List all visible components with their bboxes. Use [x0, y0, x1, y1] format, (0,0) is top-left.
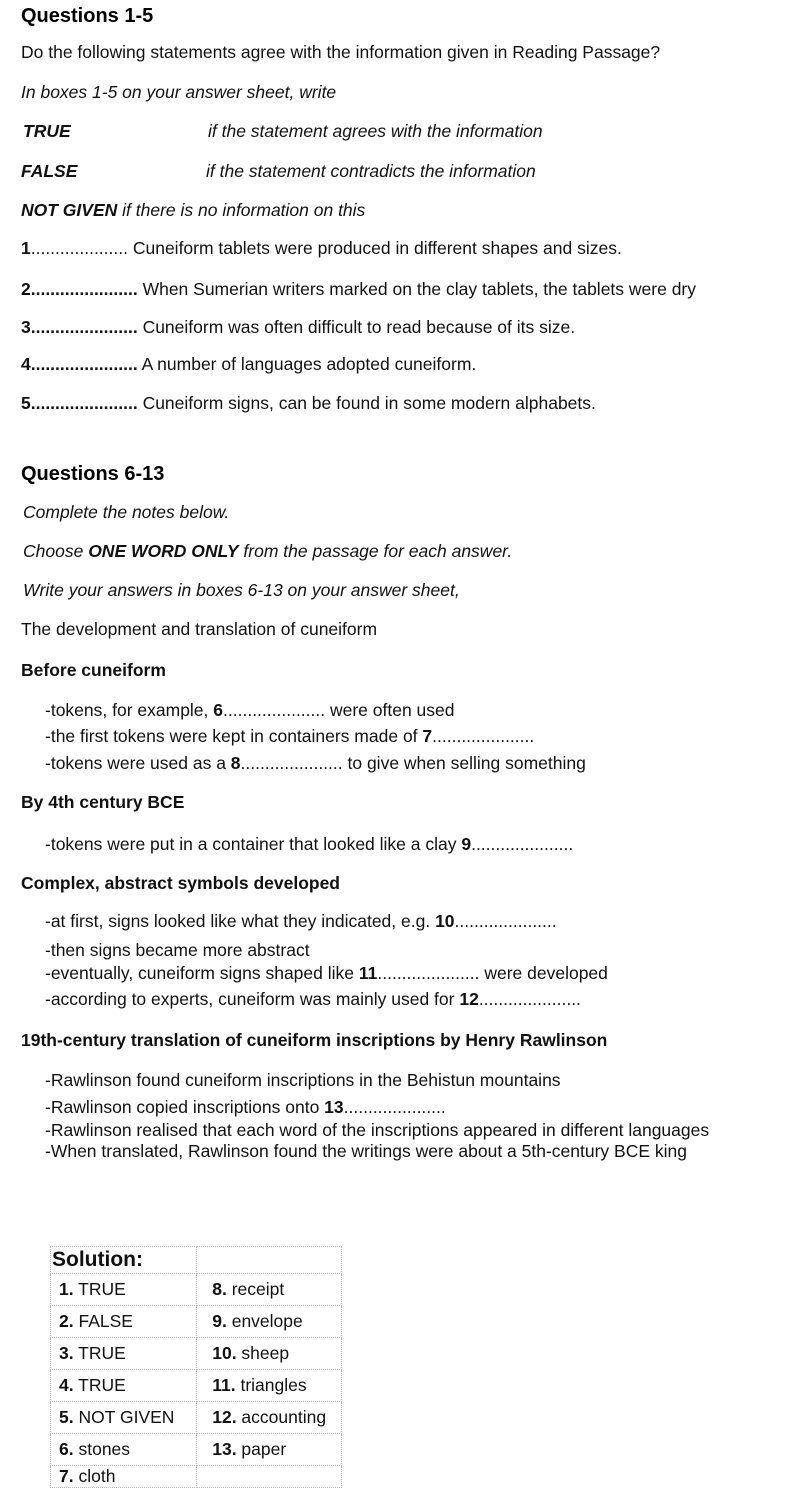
- question-3: [21, 317, 575, 338]
- answer-number: 8.: [212, 1279, 227, 1299]
- solution-header-row: [51, 1247, 342, 1274]
- answer-number: 2.: [59, 1311, 74, 1331]
- note-line-9: [45, 834, 573, 855]
- note-text: -the first tokens were kept in containers made of: [45, 726, 423, 746]
- solution-title: Solution:: [51, 1247, 197, 1274]
- note-text: -Rawlinson copied inscriptions onto: [45, 1097, 325, 1117]
- question-number: 3: [21, 317, 31, 337]
- gap-number: 12: [459, 989, 479, 1009]
- answer-blank: ......................: [30, 393, 138, 413]
- answer-cell: [51, 1338, 197, 1370]
- table-row: [51, 1434, 342, 1466]
- section-heading: Complex, abstract symbols developed: [21, 873, 340, 893]
- question-1: [21, 238, 622, 259]
- notes-title: The development and translation of cuneiform: [21, 619, 378, 639]
- answer-number: 1.: [59, 1279, 74, 1299]
- table-row: [51, 1370, 342, 1402]
- answer-cell: [197, 1338, 342, 1370]
- gap-number: 7: [422, 726, 433, 746]
- note-text: -tokens were used as a: [45, 753, 231, 773]
- choose-post: from the passage for each answer.: [238, 541, 513, 561]
- question-number: 4: [21, 354, 31, 374]
- boxes-instruction: In boxes 1-5 on your answer sheet, write: [21, 82, 337, 102]
- note-text: -then signs became more abstract: [45, 940, 310, 960]
- note-text: -tokens were put in a container that looked like a clay: [45, 834, 462, 854]
- solution-header-empty: [197, 1247, 342, 1274]
- table-row: [51, 1338, 342, 1370]
- answer-number: 6.: [59, 1439, 74, 1459]
- answer-number: 11.: [212, 1375, 236, 1395]
- table-row: [51, 1402, 342, 1434]
- tfng-instruction: Do the following statements agree with the information given in Reading Passage?: [21, 42, 661, 62]
- note-line-8: [45, 753, 586, 774]
- note-line-10: [45, 911, 557, 932]
- note-line-7: [45, 726, 534, 747]
- solution-table-wrap: [50, 1246, 342, 1488]
- answer-value: accounting: [236, 1407, 327, 1427]
- note-line-abstract: [45, 940, 310, 961]
- note-text-after: ..................... were often used: [223, 700, 455, 720]
- answer-cell: [197, 1274, 342, 1306]
- answer-blank: ......................: [30, 354, 138, 374]
- answer-number: 12.: [212, 1407, 237, 1427]
- answer-number: 9.: [212, 1311, 227, 1331]
- answer-value: sheep: [236, 1343, 290, 1363]
- complete-instruction: Complete the notes below.: [23, 502, 230, 522]
- not-given-key: NOT GIVEN: [21, 200, 118, 220]
- option-false-key: FALSE: [21, 161, 78, 181]
- note-line-12: [45, 989, 581, 1010]
- note-line-13: [45, 1097, 446, 1118]
- gap-number: 8: [230, 753, 241, 773]
- option-true-desc: if the statement agrees with the information: [208, 121, 543, 141]
- answer-value: envelope: [226, 1311, 303, 1331]
- gap-number: 9: [461, 834, 472, 854]
- note-text-after: ..................... to give when selling something: [240, 753, 586, 773]
- answer-cell: [51, 1434, 197, 1466]
- note-text: -Rawlinson realised that each word of the inscriptions appeared in different languages: [45, 1120, 710, 1140]
- answer-cell: [197, 1306, 342, 1338]
- answer-number: 10.: [212, 1343, 237, 1363]
- note-text: -Rawlinson found cuneiform inscriptions in the Behistun mountains: [45, 1070, 561, 1090]
- question-text: Cuneiform tablets were produced in different shapes and sizes.: [127, 238, 622, 258]
- note-text-after: .....................: [343, 1097, 446, 1117]
- answer-value: NOT GIVEN: [73, 1407, 175, 1427]
- answer-blank: ....................: [30, 238, 128, 258]
- gap-number: 13: [324, 1097, 344, 1117]
- note-line-11: [45, 963, 608, 984]
- answer-number: 7.: [59, 1466, 74, 1486]
- answer-blank: ......................: [30, 317, 138, 337]
- question-text: Cuneiform signs, can be found in some modern alphabets.: [137, 393, 596, 413]
- answer-cell: [51, 1274, 197, 1306]
- note-text: -tokens, for example,: [45, 700, 214, 720]
- question-number: 2: [21, 279, 31, 299]
- answer-value: receipt: [226, 1279, 285, 1299]
- answer-cell: [51, 1466, 197, 1488]
- note-text-after: .....................: [454, 911, 557, 931]
- answer-cell: [51, 1402, 197, 1434]
- note-text-after: ..................... were developed: [377, 963, 608, 983]
- note-text: -at first, signs looked like what they indicated, e.g.: [45, 911, 436, 931]
- section-heading: By 4th century BCE: [21, 792, 185, 812]
- question-4: [21, 354, 476, 375]
- answer-blank: ......................: [30, 279, 138, 299]
- question-text: Cuneiform was often difficult to read because of its size.: [137, 317, 576, 337]
- answer-number: 4.: [59, 1375, 74, 1395]
- answer-value: cloth: [73, 1466, 116, 1486]
- note-line-languages: [45, 1120, 709, 1141]
- answer-cell: [197, 1370, 342, 1402]
- answer-number: 3.: [59, 1343, 74, 1363]
- section-heading: Before cuneiform: [21, 660, 166, 680]
- question-2: [21, 279, 696, 300]
- solution-table: [50, 1246, 342, 1488]
- write-instruction: Write your answers in boxes 6-13 on your answer sheet,: [23, 580, 460, 600]
- table-row: [51, 1306, 342, 1338]
- question-text: When Sumerian writers marked on the clay tablets, the tablets were dry: [137, 279, 697, 299]
- note-text: -according to experts, cuneiform was mainly used for: [45, 989, 460, 1009]
- note-text-after: .....................: [471, 834, 574, 854]
- not-given-desc: if there is no information on this: [117, 200, 366, 220]
- answer-value: FALSE: [73, 1311, 133, 1331]
- answer-cell: [197, 1434, 342, 1466]
- option-true-key: TRUE: [23, 121, 71, 141]
- question-5: [21, 393, 596, 414]
- answer-number: 13.: [212, 1439, 237, 1459]
- questions-6-13-heading: Questions 6-13: [21, 463, 165, 485]
- answer-value: stones: [73, 1439, 131, 1459]
- answer-cell: [197, 1402, 342, 1434]
- answer-value: TRUE: [73, 1279, 126, 1299]
- note-line-king: [45, 1141, 687, 1162]
- note-text-after: .....................: [432, 726, 535, 746]
- answer-cell-empty: [197, 1466, 342, 1488]
- gap-number: 10: [435, 911, 455, 931]
- option-not-given: [21, 200, 365, 221]
- note-line-behistun: [45, 1070, 561, 1091]
- note-line-6: [45, 700, 455, 721]
- question-number: 1: [21, 238, 31, 258]
- answer-cell: [51, 1370, 197, 1402]
- questions-1-5-heading: Questions 1-5: [21, 5, 154, 27]
- table-row: [51, 1466, 342, 1488]
- question-text: A number of languages adopted cuneiform.: [137, 354, 477, 374]
- choose-instruction: [23, 541, 512, 562]
- gap-number: 6: [213, 700, 224, 720]
- option-false-desc: if the statement contradicts the information: [206, 161, 536, 181]
- question-number: 5: [21, 393, 31, 413]
- choose-bold: ONE WORD ONLY: [88, 541, 239, 561]
- choose-pre: Choose: [23, 541, 89, 561]
- answer-value: paper: [236, 1439, 287, 1459]
- answer-value: triangles: [235, 1375, 307, 1395]
- table-row: [51, 1274, 342, 1306]
- note-text-after: .....................: [478, 989, 581, 1009]
- answer-value: TRUE: [73, 1375, 126, 1395]
- section-heading: 19th-century translation of cuneiform inscriptions by Henry Rawlinson: [21, 1030, 608, 1050]
- answer-number: 5.: [59, 1407, 74, 1427]
- note-text: -eventually, cuneiform signs shaped like: [45, 963, 359, 983]
- gap-number: 11: [358, 963, 378, 983]
- note-text: -When translated, Rawlinson found the writings were about a 5th-century BCE king: [45, 1141, 687, 1161]
- answer-value: TRUE: [73, 1343, 126, 1363]
- answer-cell: [51, 1306, 197, 1338]
